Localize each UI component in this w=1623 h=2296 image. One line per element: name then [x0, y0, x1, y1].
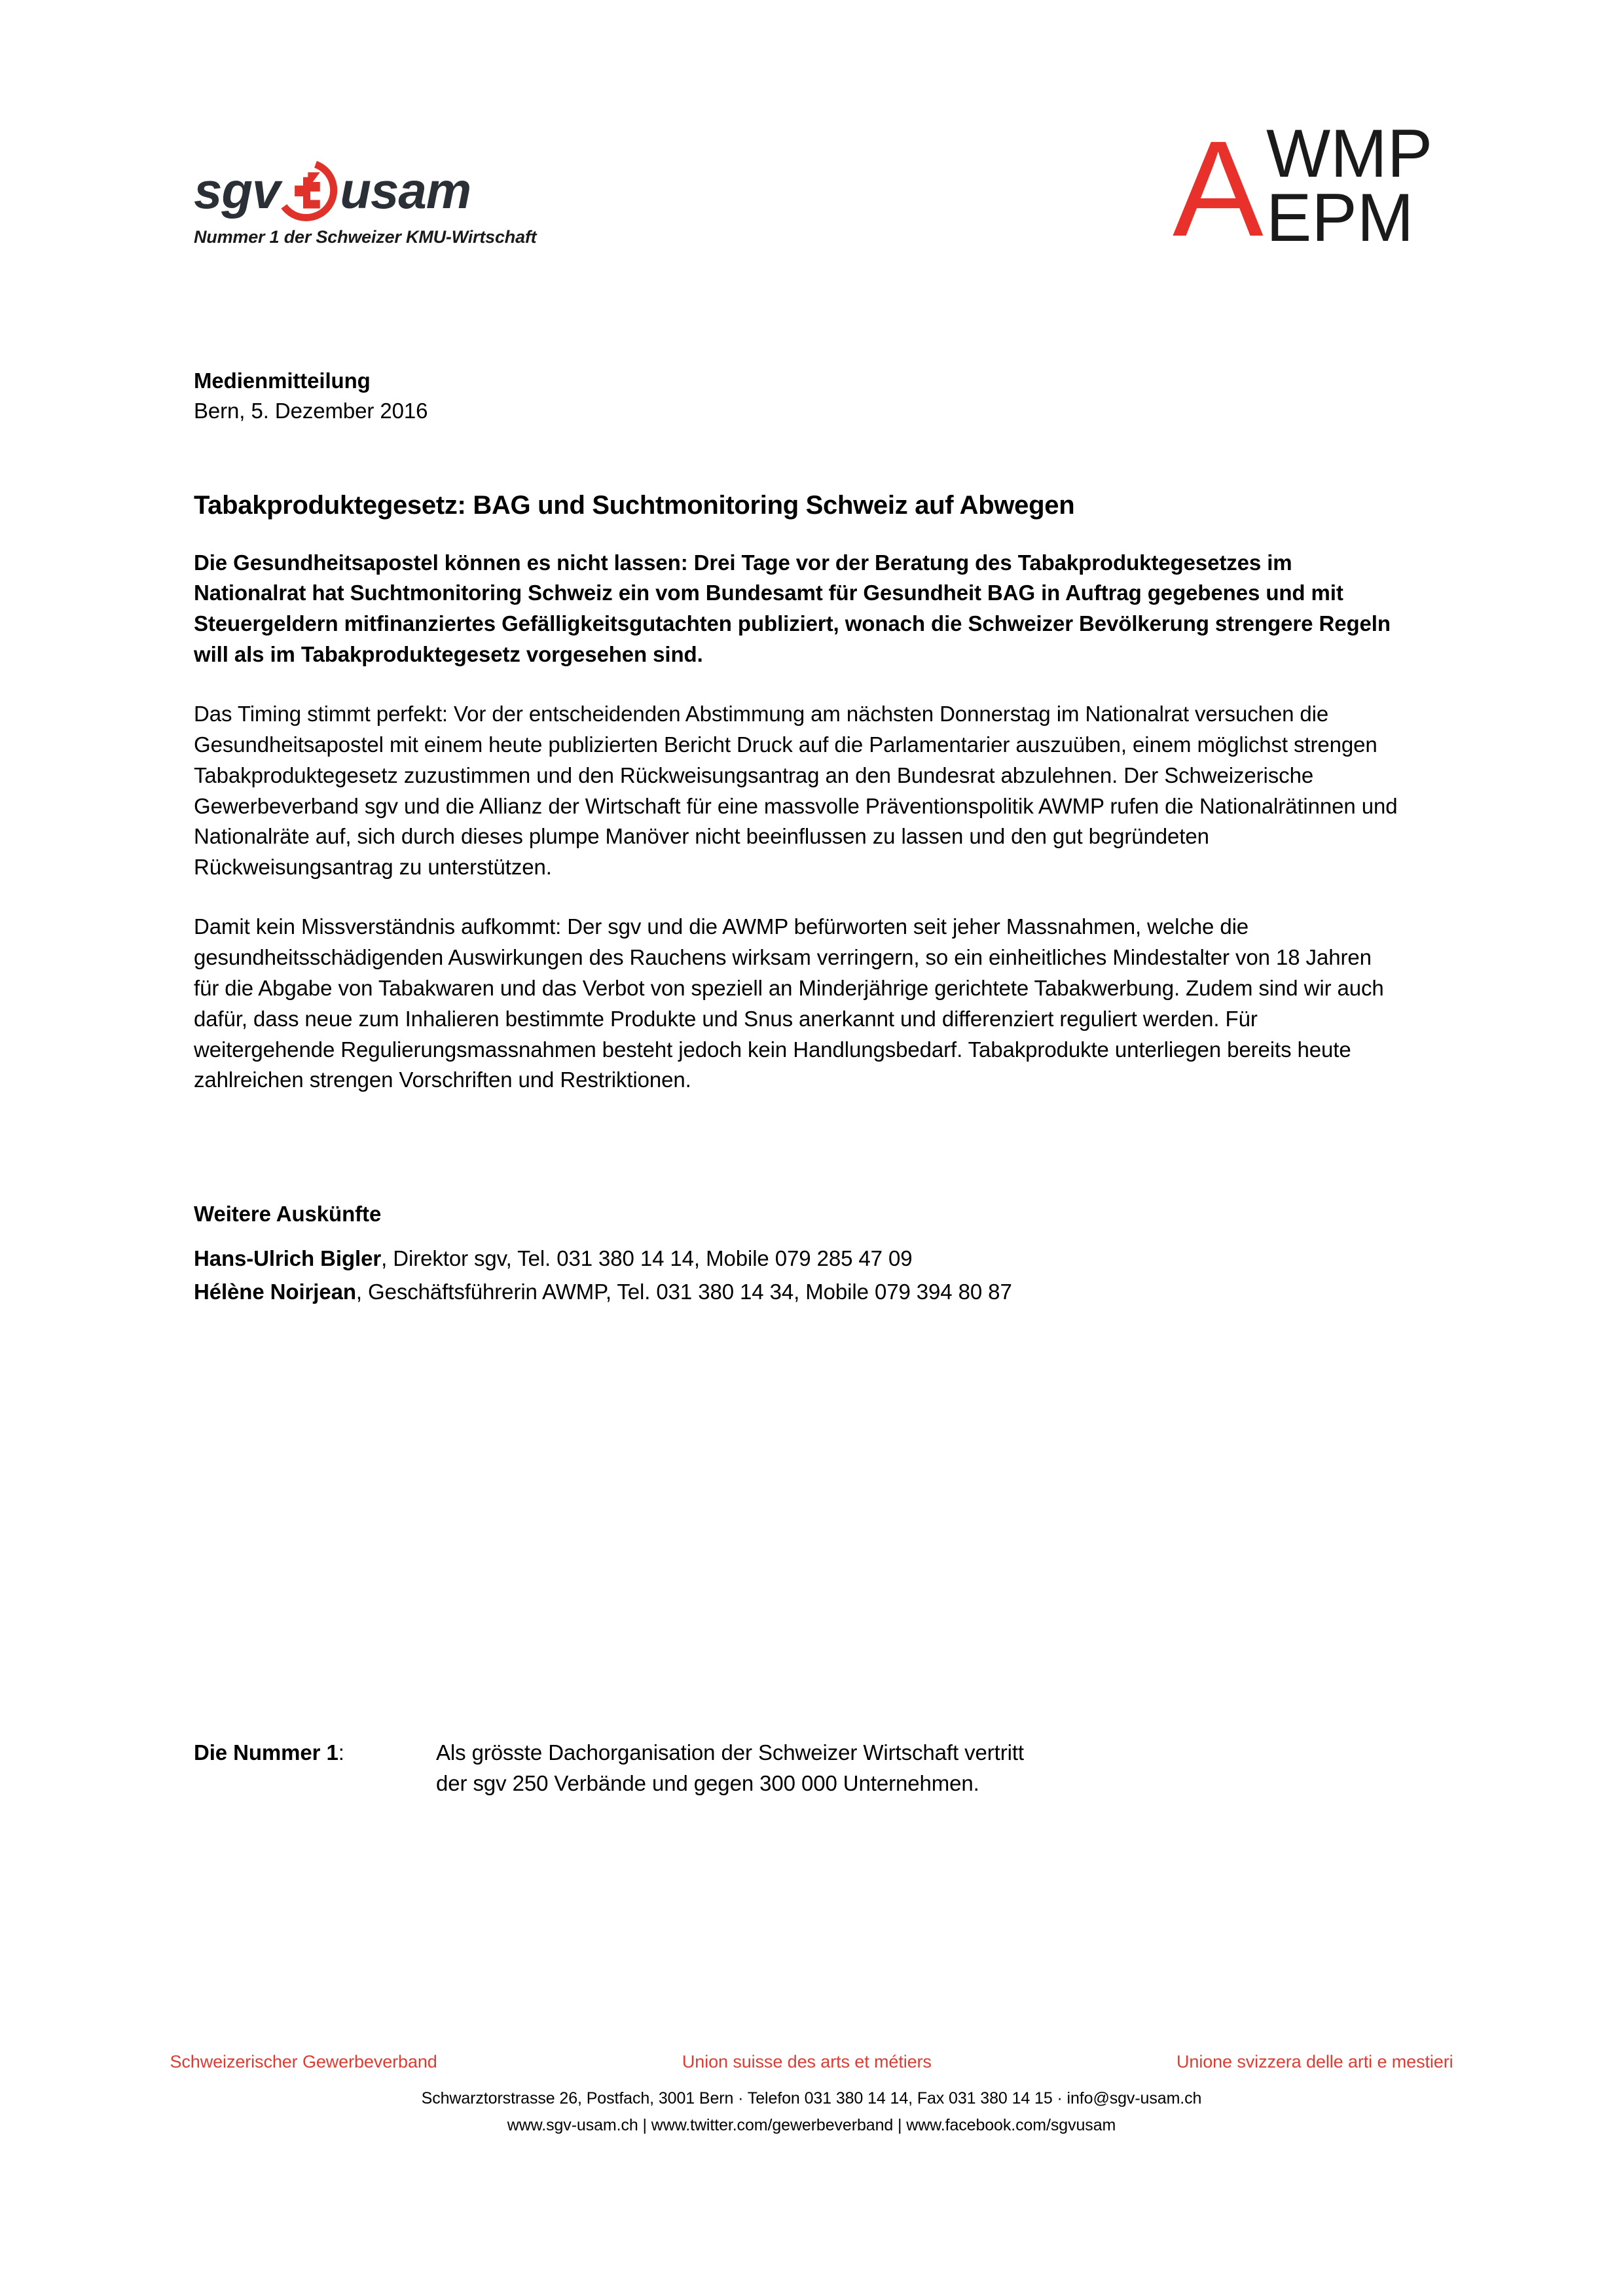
sgv-logo-text-right: usam: [340, 162, 471, 219]
organisation-fact-line-1: Als grösste Dachorganisation der Schweizer Wirtschaft vertritt: [436, 1740, 1024, 1765]
awmp-logo-letter-a: A: [1173, 117, 1264, 247]
contacts-heading: Weitere Auskünfte: [194, 1202, 382, 1227]
awmp-logo-line-epm: EPM: [1266, 180, 1414, 247]
sgv-logo-text-left: sgv: [194, 162, 280, 219]
body-paragraph-1: Das Timing stimmt perfekt: Vor der entscheidenden Abstimmung am nächsten Donnerstag im Nationalrat versuchen die Gesundheitsapostel mit einem heute publizierten Bericht Druck auf die Parlamentarier auszuüben, einem möglichst strengen Tabakproduktegesetz zuzustimmen und den Rückweisungsantrag an den Bundesrat abzulehnen. Der Schweizerische Gewerbeverband sgv und die Allianz der Wirtschaft für eine massvolle Präventionspolitik AWMP rufen die Nationalrätinnen und Nationalräte auf, sich durch dieses plumpe Manöver nicht beeinflussen zu lassen und den gut begründeten Rückweisungsantrag zu unterstützen.: [194, 701, 1398, 880]
footer-address-line: Schwarztorstrasse 26, Postfach, 3001 Bern · Telefon 031 380 14 14, Fax 031 380 14 15 · info@sgv-usam.ch: [421, 2089, 1202, 2108]
page-title: Tabakproduktegesetz: BAG und Suchtmonitoring Schweiz auf Abwegen: [194, 490, 1075, 520]
document-dateline: Bern, 5. Dezember 2016: [194, 398, 428, 423]
body-paragraph-2: Damit kein Missverständnis aufkommt: Der sgv und die AWMP befürworten seit jeher Massnahmen, welche die gesundheitsschädigenden Auswirkungen des Rauchens wirksam verringern, so ein einheitliches Mindestalter von 18 Jahren für die Abgabe von Tabakwaren und das Verbot von speziell an Minderjährige gerichtete Tabakwerbung. Zudem sind wir auch dafür, dass neue zum Inhalieren bestimmte Produkte und Snus anerkannt und differenziert reguliert werden. Für weitergehende Regulierungsmassnahmen besteht jedoch kein Handlungsbedarf. Tabakprodukte unterliegen bereits heute zahlreichen strengen Vorschriften und Restriktionen.: [194, 914, 1384, 1092]
document-type-label: Medienmitteilung: [194, 368, 371, 393]
page-header: [0, 0, 1623, 314]
page-footer: [0, 2052, 1623, 2138]
contact-details: , Geschäftsführerin AWMP, Tel. 031 380 14 34, Mobile 079 394 80 87: [356, 1280, 1012, 1304]
sgv-usam-wordmark: [194, 160, 574, 221]
swiss-cross-circle-icon: [276, 159, 338, 222]
footer-organisation-names: [170, 2052, 1453, 2072]
footer-web-line: www.sgv-usam.ch | www.twitter.com/gewerbeverband | www.facebook.com/sgvusam: [507, 2115, 1116, 2134]
footer-name-de: Schweizerischer Gewerbeverband: [170, 2052, 437, 2072]
organisation-fact-label-text: Die Nummer 1: [194, 1740, 338, 1765]
footer-name-it: Unione svizzera delle arti e mestieri: [1176, 2052, 1453, 2072]
organisation-fact-label-colon: :: [338, 1740, 344, 1765]
sgv-logo-tagline: Nummer 1 der Schweizer KMU-Wirtschaft: [194, 227, 537, 247]
organisation-fact-label: [194, 1738, 436, 1768]
contact-name: Hans-Ulrich Bigler: [194, 1246, 382, 1271]
sgv-usam-logo: [194, 160, 574, 265]
awmp-logo-line-wmp: WMP: [1266, 117, 1433, 192]
document-body: [194, 367, 1402, 1308]
contact-name: Hélène Noirjean: [194, 1280, 356, 1304]
contact-details: , Direktor sgv, Tel. 031 380 14 14, Mobile 079 285 47 09: [381, 1246, 913, 1271]
awmp-aepm-logo: [1173, 117, 1434, 247]
lead-paragraph: Die Gesundheitsapostel können es nicht lassen: Drei Tage vor der Beratung des Tabakproduktegesetzes im Nationalrat hat Suchtmonitoring Schweiz ein vom Bundesamt für Gesundheit BAG in Auftrag gegebenes und mit Steuergeldern mitfinanziertes Gefälligkeitsgutachten publiziert, wonach die Schweizer Bevölkerung strengere Regeln will als im Tabakproduktegesetz vorgesehen sind.: [194, 550, 1391, 667]
footer-name-fr: Union suisse des arts et métiers: [682, 2052, 932, 2072]
organisation-fact-text: [436, 1738, 1402, 1799]
contact-entry: [194, 1274, 1402, 1308]
organisation-fact-block: [194, 1738, 1402, 1799]
footer-contact-info: [0, 2085, 1623, 2138]
organisation-fact-line-2: der sgv 250 Verbände und gegen 300 000 Unternehmen.: [436, 1770, 979, 1795]
contact-entry: [194, 1229, 1402, 1274]
